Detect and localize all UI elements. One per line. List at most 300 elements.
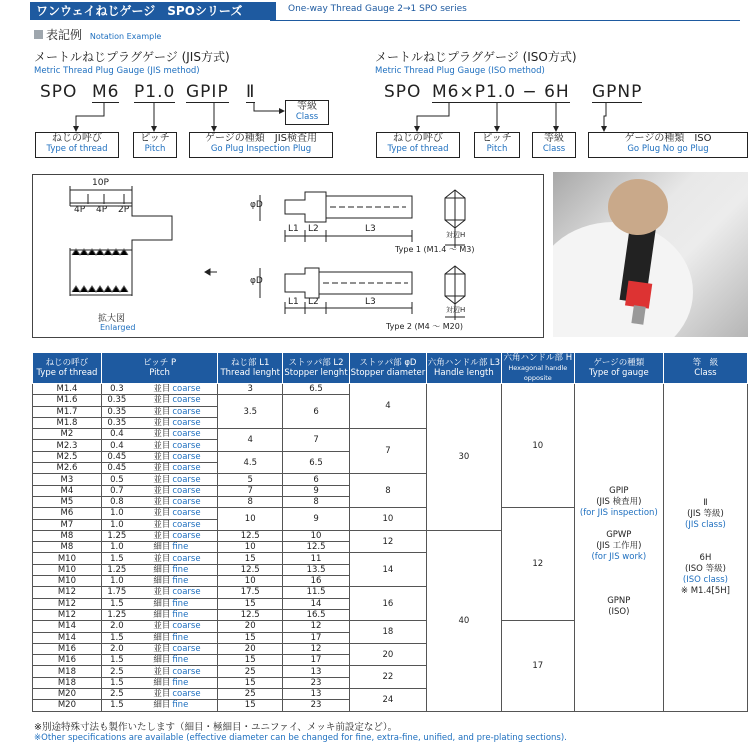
pitch-cell — [101, 530, 217, 541]
thread-cell: M5 — [33, 496, 102, 507]
pitch-value: 0.8 — [110, 497, 124, 508]
l1-cell: 15 — [218, 655, 283, 666]
l1-cell: 25 — [218, 689, 283, 700]
pitch-kind — [153, 463, 213, 473]
pitch-kind-en: coarse — [172, 531, 201, 541]
l3-type1: L3 — [365, 224, 376, 234]
pitch-value: 0.35 — [107, 406, 127, 417]
col-class-jp: 等 級 — [692, 358, 719, 368]
pitch-kind — [153, 407, 213, 417]
col-gauge — [574, 353, 663, 384]
l1-cell: 12.5 — [218, 530, 283, 541]
pitch-kind-jp: 細目 — [153, 564, 171, 575]
class-c1-jp: (JIS 等級) — [687, 508, 724, 519]
pitch-kind-en: fine — [172, 610, 189, 621]
pitch-cell — [101, 542, 217, 553]
pitch-cell — [101, 655, 217, 666]
pitch-group — [102, 633, 217, 643]
l1-cell: 10 — [218, 576, 283, 587]
phid-cell: 16 — [349, 587, 426, 621]
pitch-kind — [153, 542, 213, 552]
iso-box-thread-en: Type of thread — [387, 144, 449, 154]
pitch-cell — [101, 429, 217, 440]
thread-cell: M12 — [33, 587, 102, 598]
pitch-group — [102, 475, 217, 485]
thread-cell: M6 — [33, 508, 102, 519]
pitch-group — [102, 599, 217, 609]
l2-cell: 11 — [283, 553, 350, 564]
pitch-kind-en: coarse — [172, 666, 201, 677]
l2-type1: L2 — [308, 224, 319, 234]
pitch-kind-en: coarse — [172, 451, 201, 462]
phi-d-type1: φD — [250, 200, 263, 210]
pitch-kind — [153, 508, 213, 518]
pitch-cell — [101, 485, 217, 496]
l3-cell: 40 — [426, 530, 501, 711]
pitch-group — [102, 384, 217, 394]
l1-cell: 25 — [218, 666, 283, 677]
l1-cell: 5 — [218, 474, 283, 485]
pitch-kind-en: coarse — [172, 429, 201, 440]
class-c1-en: (JIS class) — [685, 519, 726, 530]
pitch-cell — [101, 417, 217, 428]
l1-cell: 12.5 — [218, 609, 283, 620]
pitch-value: 0.35 — [107, 418, 127, 429]
pitch-cell — [101, 451, 217, 462]
h-cell: 12 — [501, 508, 574, 621]
gauge-gpip: GPIP — [609, 486, 629, 497]
l1-type1: L1 — [288, 224, 299, 234]
spec-table — [32, 352, 748, 712]
pitch-kind-jp: 並目 — [153, 395, 171, 406]
thread-cell: M8 — [33, 530, 102, 541]
pitch-group — [102, 418, 217, 428]
pitch-kind — [153, 621, 213, 631]
pitch-group — [102, 508, 217, 518]
pitch-value: 0.5 — [110, 474, 124, 485]
l1-cell: 4 — [218, 429, 283, 452]
col-l1-en: Thread lenght — [220, 368, 280, 378]
pitch-kind-en: coarse — [172, 621, 201, 632]
h-cell: 10 — [501, 384, 574, 508]
iso-code-2: M6×P1.0 − 6H — [432, 82, 570, 102]
pitch-cell — [101, 643, 217, 654]
pitch-cell — [101, 440, 217, 451]
l2-cell: 16.5 — [283, 609, 350, 620]
pitch-group — [102, 486, 217, 496]
jis-box-gauge-jp: ゲージの種類 JIS検査用 — [204, 133, 318, 144]
iso-box-class-en: Class — [542, 144, 566, 154]
pitch-value: 1.0 — [110, 542, 124, 553]
col-l3-jp: 六角ハンドル部 L3 — [427, 358, 501, 368]
iso-box-gauge-en: Go Plug No go Plug — [627, 144, 709, 154]
pitch-cell — [101, 700, 217, 711]
l3-type2: L3 — [365, 297, 376, 307]
pitch-kind-en: fine — [172, 576, 189, 587]
thread-cell: M16 — [33, 643, 102, 654]
gauge-gpnp-jp: (ISO) — [608, 607, 630, 618]
l1-cell: 20 — [218, 621, 283, 632]
pitch-kind-jp: 並目 — [153, 429, 171, 440]
notation-label: 表記例 — [46, 28, 83, 42]
col-pitch — [101, 353, 217, 384]
pitch-kind-jp: 並目 — [153, 519, 171, 530]
col-l1 — [218, 353, 283, 384]
pitch-kind-en: coarse — [172, 587, 201, 598]
l1-cell: 12.5 — [218, 564, 283, 575]
hex-label-type1: 対辺H — [446, 231, 466, 239]
pitch-kind — [153, 497, 213, 507]
pitch-kind-jp: 並目 — [153, 463, 171, 474]
pitch-group — [102, 700, 217, 710]
pitch-kind-jp: 並目 — [153, 508, 171, 519]
thread-cell: M1.4 — [33, 384, 102, 395]
jis-class-jp: 等級 — [297, 101, 317, 112]
col-phid-jp: ストッパ部 φD — [359, 358, 417, 368]
pitch-kind-jp: 細目 — [153, 677, 171, 688]
pitch-group — [102, 429, 217, 439]
pitch-group — [102, 621, 217, 631]
pitch-cell — [101, 689, 217, 700]
pitch-kind — [153, 667, 213, 677]
pitch-kind-en: fine — [172, 677, 189, 688]
thread-cell: M2.3 — [33, 440, 102, 451]
note-en: ※Other specifications are available (effective diameter can be changed for fine, extra-fine, unified, and pre-plating sections). — [34, 733, 567, 743]
phi-d-type2: φD — [250, 276, 263, 286]
l1-cell: 17.5 — [218, 587, 283, 598]
thread-cell: M10 — [33, 553, 102, 564]
l2-cell: 11.5 — [283, 587, 350, 598]
pitch-group — [102, 565, 217, 575]
col-class — [663, 353, 747, 384]
pitch-kind — [153, 655, 213, 665]
pitch-cell — [101, 564, 217, 575]
pitch-cell — [101, 384, 217, 395]
iso-box-pitch-en: Pitch — [486, 144, 508, 154]
l2-cell: 17 — [283, 655, 350, 666]
pitch-kind — [153, 599, 213, 609]
thread-cell: M10 — [33, 576, 102, 587]
pitch-kind-en: fine — [172, 632, 189, 643]
jis-title: メートルねじプラグゲージ (JIS方式) — [34, 50, 230, 64]
class-cell — [663, 384, 747, 712]
pitch-cell — [101, 677, 217, 688]
l2-cell: 14 — [283, 598, 350, 609]
pitch-value: 0.4 — [110, 440, 124, 451]
pitch-kind — [153, 429, 213, 439]
pitch-kind — [153, 418, 213, 428]
pitch-kind — [153, 520, 213, 530]
pitch-value: 0.45 — [107, 451, 127, 462]
l2-cell: 8 — [283, 496, 350, 507]
pitch-cell — [101, 496, 217, 507]
class-c2: 6H — [699, 552, 712, 563]
pitch-cell — [101, 632, 217, 643]
l2-cell: 9 — [283, 485, 350, 496]
product-photo — [553, 172, 748, 337]
jis-code-2: M6 — [92, 82, 120, 102]
pitch-kind-en: coarse — [172, 553, 201, 564]
l2-cell: 16 — [283, 576, 350, 587]
class-c1: Ⅱ — [703, 497, 708, 508]
class-c2-en: (ISO class) — [682, 574, 728, 585]
pitch-value: 0.7 — [110, 485, 124, 496]
jis-box-pitch-jp: ピッチ — [140, 133, 170, 144]
pitch-cell — [101, 463, 217, 474]
l1-cell: 20 — [218, 643, 283, 654]
pitch-group — [102, 497, 217, 507]
pitch-value: 0.4 — [110, 429, 124, 440]
pitch-kind — [153, 384, 213, 394]
pitch-kind-en: coarse — [172, 418, 201, 429]
jis-box-gauge-en: Go Plug Inspection Plug — [210, 144, 312, 154]
pitch-cell — [101, 587, 217, 598]
gauge-gpwp: GPWP — [606, 530, 632, 541]
l2-cell: 13.5 — [283, 564, 350, 575]
pitch-value: 1.5 — [110, 700, 124, 711]
iso-code-1: SPO — [384, 82, 422, 102]
phid-cell: 22 — [349, 666, 426, 689]
pitch-group — [102, 441, 217, 451]
pitch-kind-jp: 並目 — [153, 621, 171, 632]
col-l2-en: Stopper lenght — [284, 368, 348, 378]
pitch-kind-jp: 細目 — [153, 700, 171, 711]
jis-box-thread-jp: ねじの呼び — [52, 133, 102, 144]
pitch-kind — [153, 700, 213, 710]
pitch-kind-jp: 細目 — [153, 542, 171, 553]
pitch-group — [102, 463, 217, 473]
pitch-cell — [101, 609, 217, 620]
pitch-value: 2.0 — [110, 621, 124, 632]
pitch-kind — [153, 610, 213, 620]
pitch-value: 2.5 — [110, 689, 124, 700]
pitch-group — [102, 542, 217, 552]
table-row — [33, 384, 748, 395]
l2-cell: 12 — [283, 621, 350, 632]
pitch-kind-en: coarse — [172, 384, 201, 395]
pitch-value: 2.5 — [110, 666, 124, 677]
l2-cell: 23 — [283, 677, 350, 688]
pitch-kind-en: coarse — [172, 474, 201, 485]
l1-cell: 10 — [218, 542, 283, 553]
note-jp: ※別途特殊寸法も製作いたします（細目・極細目・ユニファイ、メッキ前設定など）。 — [34, 722, 398, 733]
pitch-kind-jp: 並目 — [153, 451, 171, 462]
pitch-kind-jp: 並目 — [153, 485, 171, 496]
l2-cell: 23 — [283, 700, 350, 711]
l2-cell: 9 — [283, 508, 350, 531]
class-c2-jp: (ISO 等級) — [684, 563, 726, 574]
pitch-group — [102, 678, 217, 688]
pitch-kind — [153, 395, 213, 405]
thread-cell: M18 — [33, 677, 102, 688]
pitch-value: 1.5 — [110, 655, 124, 666]
pitch-group — [102, 655, 217, 665]
thread-cell: M2.5 — [33, 451, 102, 462]
pitch-kind-jp: 細目 — [153, 610, 171, 621]
l1-cell: 4.5 — [218, 451, 283, 474]
pitch-group — [102, 452, 217, 462]
l1-type2: L1 — [288, 297, 299, 307]
thread-cell: M2.6 — [33, 463, 102, 474]
iso-box-thread-jp: ねじの呼び — [393, 133, 443, 144]
type1-label: Type 1 (M1.4 ～ M3) — [395, 245, 475, 254]
pitch-group — [102, 531, 217, 541]
pitch-kind-jp: 並目 — [153, 474, 171, 485]
pitch-kind — [153, 486, 213, 496]
pitch-kind-en: fine — [172, 700, 189, 711]
pitch-value: 1.75 — [107, 587, 127, 598]
notation-label-en: Notation Example — [89, 32, 162, 41]
pitch-kind-jp: 並目 — [153, 384, 171, 395]
l1-cell: 15 — [218, 632, 283, 643]
thread-cell: M3 — [33, 474, 102, 485]
l2-cell: 12.5 — [283, 542, 350, 553]
pitch-group — [102, 576, 217, 586]
col-l1-jp: ねじ部 L1 — [231, 358, 270, 368]
pitch-group — [102, 520, 217, 530]
thread-cell: M16 — [33, 655, 102, 666]
iso-title-en: Metric Thread Plug Gauge (ISO method) — [375, 66, 545, 76]
gauge-gpip-en: (for JIS inspection) — [579, 508, 658, 519]
col-thread-jp: ねじの呼び — [45, 358, 89, 368]
col-thread — [33, 353, 102, 384]
thread-cell: M12 — [33, 598, 102, 609]
phid-cell: 14 — [349, 553, 426, 587]
jis-code-5: Ⅱ — [246, 82, 256, 102]
l1-cell: 8 — [218, 496, 283, 507]
thread-cell: M14 — [33, 621, 102, 632]
h-cell: 17 — [501, 621, 574, 711]
pitch-kind-jp: 並目 — [153, 531, 171, 541]
col-h — [501, 353, 574, 384]
col-l2 — [283, 353, 350, 384]
page-subtitle: One-way Thread Gauge 2→1 SPO series — [288, 4, 467, 14]
phid-cell: 12 — [349, 530, 426, 553]
pitch-kind-en: coarse — [172, 440, 201, 451]
iso-title: メートルねじプラグゲージ (ISO方式) — [375, 50, 577, 64]
l2-cell: 6 — [283, 395, 350, 429]
pitch-kind-jp: 並目 — [153, 587, 171, 598]
pitch-kind-en: coarse — [172, 497, 201, 508]
pitch-kind — [153, 452, 213, 462]
l1-cell: 15 — [218, 677, 283, 688]
col-l3-en: Handle length — [434, 368, 494, 378]
pitch-kind — [153, 565, 213, 575]
pitch-kind-en: coarse — [172, 463, 201, 474]
pitch-kind-jp: 並目 — [153, 440, 171, 451]
pitch-kind-jp: 並目 — [153, 643, 171, 654]
l1-cell: 15 — [218, 553, 283, 564]
gauge-gpwp-en: (for JIS work) — [591, 552, 647, 563]
pitch-kind-en: coarse — [172, 395, 201, 406]
pitch-group — [102, 587, 217, 597]
pitch-kind-en: fine — [172, 564, 189, 575]
arrow-left-icon — [205, 269, 217, 275]
jis-code-1: SPO — [40, 82, 78, 102]
l2-cell: 10 — [283, 530, 350, 541]
dim-4p-2: 4P — [96, 205, 108, 215]
pitch-value: 1.0 — [110, 576, 124, 587]
dim-10p: 10P — [92, 178, 109, 188]
jis-box-pitch-en: Pitch — [144, 144, 166, 154]
col-gauge-jp: ゲージの種類 — [593, 358, 645, 368]
pitch-kind — [153, 554, 213, 564]
pitch-value: 1.0 — [110, 508, 124, 519]
thread-cell: M1.8 — [33, 417, 102, 428]
thread-cell: M18 — [33, 666, 102, 677]
l1-cell: 3 — [218, 384, 283, 395]
l2-cell: 6.5 — [283, 451, 350, 474]
type2-label: Type 2 (M4 ～ M20) — [386, 322, 463, 331]
phid-cell: 20 — [349, 643, 426, 666]
pitch-kind — [153, 587, 213, 597]
pitch-group — [102, 610, 217, 620]
jis-box-thread-en: Type of thread — [46, 144, 108, 154]
gauge-gpnp: GPNP — [607, 596, 631, 607]
col-gauge-en: Type of gauge — [588, 368, 649, 378]
phid-cell: 24 — [349, 689, 426, 712]
pitch-kind-en: coarse — [172, 643, 201, 654]
pitch-kind-jp: 並目 — [153, 418, 171, 429]
pitch-kind-en: coarse — [172, 508, 201, 519]
thread-cell: M4 — [33, 485, 102, 496]
pitch-kind-jp: 並目 — [153, 553, 171, 564]
page-title: ワンウェイねじゲージ SPOシリーズ — [30, 2, 276, 20]
l1-cell: 15 — [218, 700, 283, 711]
l2-cell: 12 — [283, 643, 350, 654]
phid-cell: 8 — [349, 474, 426, 508]
pitch-group — [102, 644, 217, 654]
iso-box-class-jp: 等級 — [544, 133, 564, 144]
iso-box-pitch-jp: ピッチ — [482, 133, 512, 144]
pitch-kind-jp: 並目 — [153, 689, 171, 700]
pitch-kind — [153, 576, 213, 586]
l3-cell: 30 — [426, 384, 501, 531]
pitch-cell — [101, 576, 217, 587]
hex-label-type2: 対辺H — [446, 306, 466, 314]
l2-cell: 6.5 — [283, 384, 350, 395]
pitch-kind — [153, 441, 213, 451]
pitch-kind-en: fine — [172, 655, 189, 666]
thread-cell: M1.7 — [33, 406, 102, 417]
phid-cell: 7 — [349, 429, 426, 474]
pitch-group — [102, 554, 217, 564]
pitch-cell — [101, 621, 217, 632]
col-h-en: Hexagonal handle opposite — [508, 364, 568, 382]
l1-cell: 10 — [218, 508, 283, 531]
pitch-value: 0.45 — [107, 463, 127, 474]
pitch-kind-jp: 並目 — [153, 497, 171, 508]
pitch-value: 1.5 — [110, 553, 124, 564]
l2-type2: L2 — [308, 297, 319, 307]
pitch-group — [102, 395, 217, 405]
l1-cell: 15 — [218, 598, 283, 609]
enlarged-label: 拡大図 — [98, 314, 126, 324]
phid-cell: 18 — [349, 621, 426, 644]
col-class-en: Class — [694, 368, 717, 378]
pitch-group — [102, 407, 217, 417]
dim-2p: 2P — [118, 205, 130, 215]
pitch-kind-jp: 細目 — [153, 576, 171, 587]
pitch-kind-en: coarse — [172, 519, 201, 530]
pitch-kind — [153, 644, 213, 654]
pitch-value: 1.0 — [110, 519, 124, 530]
l2-cell: 17 — [283, 632, 350, 643]
thread-cell: M10 — [33, 564, 102, 575]
pitch-value: 1.5 — [110, 598, 124, 609]
thread-cell: M12 — [33, 609, 102, 620]
jis-code-3: P1.0 — [134, 82, 176, 102]
